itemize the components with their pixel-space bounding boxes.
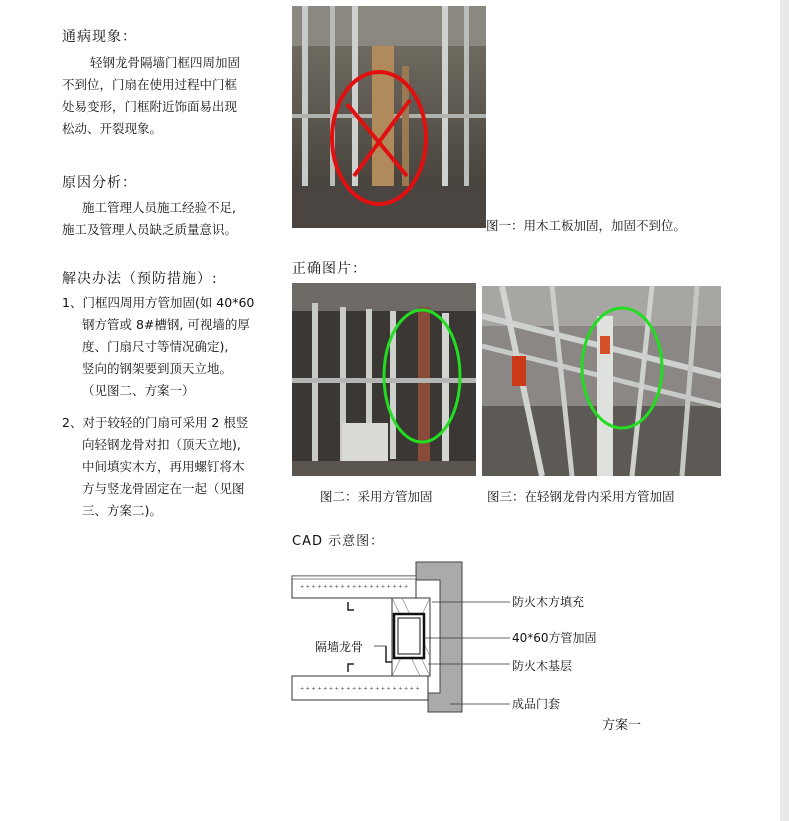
- svg-text:+ + + + + + + + + + + + + + +: + + + + + + + + + + + + + + + + + + + + +: [300, 686, 420, 692]
- figure-1-caption: 图一：用木工板加固，加固不到位。: [486, 218, 687, 233]
- cad-label-partition: 隔墙龙骨: [315, 640, 364, 654]
- cad-label-door-set: 成品门套: [512, 697, 561, 711]
- text-line: 度、门扇尺寸等情况确定),: [82, 339, 229, 354]
- text-line: 施工及管理人员缺乏质量意识。: [62, 222, 238, 237]
- text-line: 中间填实木方，再用螺钉将木: [82, 459, 245, 474]
- cad-label-fire-fill: 防火木方填充: [512, 595, 585, 609]
- figure-2-caption: 图二：采用方管加固: [320, 489, 433, 504]
- heading-correct-pictures: 正确图片：: [292, 261, 367, 277]
- svg-text:+ + + + + + + + + + + + + + +: + + + + + + + + + + + + + + + + + + +: [300, 584, 409, 590]
- cause-text: [62, 197, 277, 241]
- text-line: 1、门框四周用方管加固(如 40*60: [62, 295, 255, 310]
- vertical-scrollbar[interactable]: [780, 0, 789, 821]
- text-line: 松动、开裂现象。: [62, 121, 163, 136]
- cad-scheme-label: 方案一: [602, 718, 642, 733]
- figure-2-photo: [292, 283, 476, 476]
- figure-1-photo: [292, 6, 486, 228]
- text-line: 轻钢龙骨隔墙门框四周加固: [90, 55, 241, 70]
- text-line: 不到位，门扇在使用过程中门框: [62, 77, 238, 92]
- text-line: 施工管理人员施工经验不足,: [82, 200, 236, 215]
- text-line: 2、对于较轻的门扇可采用 2 根竖: [62, 415, 249, 430]
- cad-label-fire-base: 防火木基层: [512, 659, 573, 673]
- text-line: 三、方案二)。: [82, 503, 162, 518]
- heading-cause: 原因分析：: [62, 175, 137, 191]
- solution-step-1: [62, 292, 277, 402]
- text-line: （见图二、方案一）: [82, 383, 195, 398]
- symptom-text: [62, 52, 277, 140]
- solution-step-2: [62, 412, 277, 522]
- text-line: 竖向的钢架要到顶天立地。: [82, 361, 233, 376]
- text-line: 处易变形，门框附近饰面易出现: [62, 99, 238, 114]
- heading-cad: CAD 示意图：: [292, 534, 385, 549]
- figure-3-photo: [482, 286, 721, 476]
- cad-label-tube: 40*60方管加固: [512, 631, 597, 645]
- figure-3-caption: 图三：在轻钢龙骨内采用方管加固: [487, 489, 675, 504]
- heading-solution: 解决办法（预防措施）:: [62, 271, 218, 287]
- text-line: 方与竖龙骨固定在一起（见图: [82, 481, 245, 496]
- text-line: 钢方管或 8#槽钢, 可视墙的厚: [82, 317, 250, 332]
- heading-symptom: 通病现象：: [62, 29, 137, 45]
- text-line: 向轻钢龙骨对扣（顶天立地),: [82, 437, 241, 452]
